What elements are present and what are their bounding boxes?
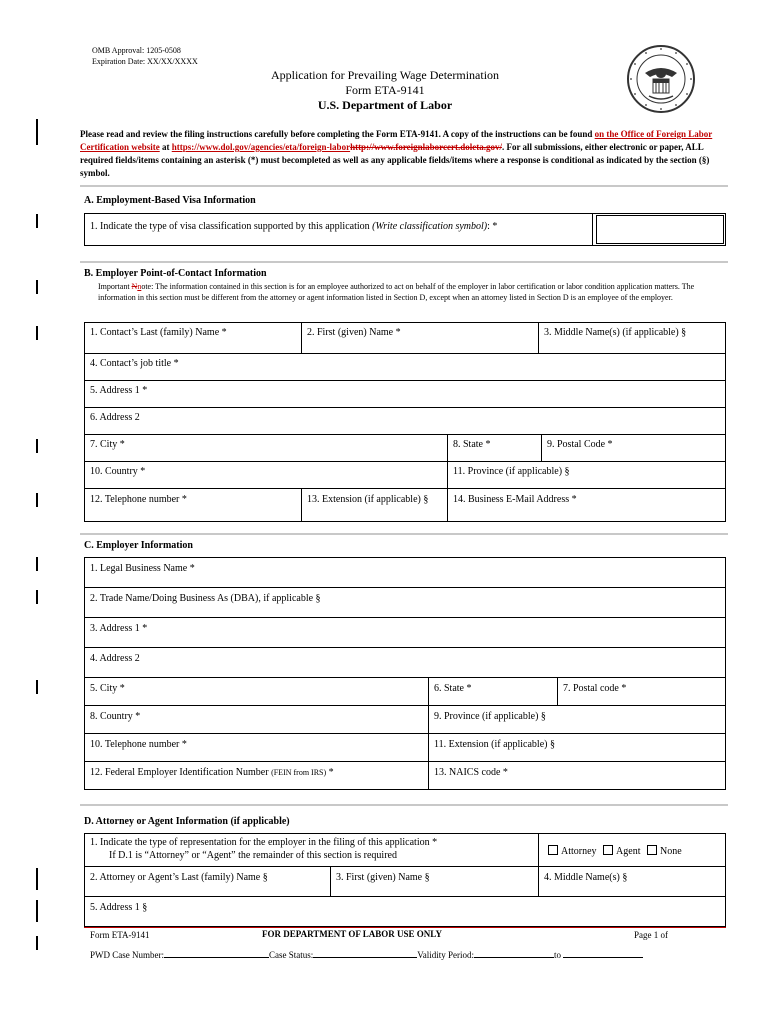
dol-seal-icon xyxy=(626,44,696,114)
section-b-note: Important Nnote: The information contained in this section is for an employee authorized to act on behalf of the employer in labor certification or labor condition application matters. The information in this section must be different from the attorney or agent information listed in Section D, except when an attorney listed in Section D is an employee of the employer. xyxy=(98,282,695,302)
employer-address1-field[interactable]: 3. Address 1 * xyxy=(90,623,148,634)
revision-bar xyxy=(36,680,38,694)
grid-line xyxy=(84,617,726,618)
contact-province-field[interactable]: 11. Province (if applicable) § xyxy=(453,466,570,477)
legal-business-name-field[interactable]: 1. Legal Business Name * xyxy=(90,563,195,574)
validity-end-blank[interactable] xyxy=(563,957,643,958)
grid-line xyxy=(84,380,726,381)
employer-province-field[interactable]: 9. Province (if applicable) § xyxy=(434,711,546,722)
dol-use-only-heading: FOR DEPARTMENT OF LABOR USE ONLY xyxy=(262,929,442,939)
revision-bar xyxy=(36,590,38,604)
department-name: U.S. Department of Labor xyxy=(317,98,453,112)
grid-line xyxy=(84,407,726,408)
employer-telephone-field[interactable]: 10. Telephone number * xyxy=(90,739,187,750)
grid-line xyxy=(84,488,726,489)
revision-bar xyxy=(36,557,38,571)
contact-middle-name-field[interactable]: 3. Middle Name(s) (if applicable) § xyxy=(544,327,687,338)
grid-line xyxy=(84,461,726,462)
employer-state-field[interactable]: 6. State * xyxy=(434,683,472,694)
agent-checkbox[interactable]: Agent xyxy=(603,846,640,857)
employer-postal-code-field[interactable]: 7. Postal code * xyxy=(563,683,627,694)
case-number-blank[interactable] xyxy=(164,957,269,958)
ofc-link[interactable]: on the Office of Foreign Labor Certification website xyxy=(80,129,713,152)
revision-bar xyxy=(36,493,38,507)
section-d-title: D. Attorney or Agent Information (if applicable) xyxy=(84,816,290,827)
representation-options xyxy=(548,845,682,857)
contact-country-field[interactable]: 10. Country * xyxy=(90,466,146,477)
contact-first-name-field[interactable]: 2. First (given) Name * xyxy=(307,327,401,338)
none-checkbox[interactable]: None xyxy=(647,846,682,857)
grid-line xyxy=(84,587,726,588)
grid-line xyxy=(84,705,726,706)
revision-bar xyxy=(36,439,38,453)
employer-country-field[interactable]: 8. Country * xyxy=(90,711,141,722)
contact-address1-field[interactable]: 5. Address 1 * xyxy=(90,385,148,396)
contact-postal-code-field[interactable]: 9. Postal Code * xyxy=(547,439,613,450)
section-divider xyxy=(80,533,728,535)
dol-url-link[interactable]: https://www.dol.gov/agencies/eta/foreign-labor xyxy=(171,142,351,152)
revision-bar xyxy=(36,214,38,228)
contact-job-title-field[interactable]: 4. Contact’s job title * xyxy=(90,358,179,369)
section-divider xyxy=(80,185,728,187)
section-c-title: C. Employer Information xyxy=(84,540,193,551)
case-status-blank[interactable] xyxy=(313,957,417,958)
dol-use-fields: PWD Case Number: Case Status: Validity Period: to xyxy=(90,950,643,960)
footer-form-number: Form ETA-9141 xyxy=(90,930,150,940)
section-b-title: B. Employer Point-of-Contact Information xyxy=(84,268,267,279)
agent-address1-field[interactable]: 5. Address 1 § xyxy=(90,902,148,913)
contact-address2-field[interactable]: 6. Address 2 xyxy=(90,412,140,423)
intro-paragraph: Please read and review the filing instructions carefully before completing the Form ETA-9141. A copy of the instructions can be found on the Office of Foreign Labor Certification website at https://www.dol.gov/agencies/eta/foreign-laborhttp://www.foreignlaborcert.doleta.gov/. For all submissions, either electronic or paper, ALL required fields/items containing an asterisk (*) must becompleted as well as any applicable fields/items where a response is conditional as indicated by the section (§) symbol. xyxy=(80,129,713,178)
revision-bar xyxy=(36,936,38,950)
form-title: Application for Prevailing Wage Determination xyxy=(270,68,500,82)
attorney-checkbox[interactable]: Attorney xyxy=(548,846,597,857)
page-number: Page 1 of xyxy=(634,930,668,940)
contact-extension-field[interactable]: 13. Extension (if applicable) § xyxy=(307,494,429,505)
contact-city-field[interactable]: 7. City * xyxy=(90,439,125,450)
section-a-title: A. Employment-Based Visa Information xyxy=(84,195,256,206)
grid-line xyxy=(592,213,593,246)
grid-line xyxy=(84,677,726,678)
grid-line xyxy=(84,353,726,354)
agent-first-name-field[interactable]: 3. First (given) Name § xyxy=(336,872,430,883)
revision-bar xyxy=(36,280,38,294)
expiration-date: Expiration Date: XX/XX/XXXX xyxy=(92,57,198,66)
contact-email-field[interactable]: 14. Business E-Mail Address * xyxy=(453,494,577,505)
agent-middle-name-field[interactable]: 4. Middle Name(s) § xyxy=(544,872,628,883)
grid-line xyxy=(84,896,726,897)
contact-state-field[interactable]: 8. State * xyxy=(453,439,491,450)
form-number: Form ETA-9141 xyxy=(345,83,425,97)
employer-city-field[interactable]: 5. City * xyxy=(90,683,125,694)
grid-line xyxy=(84,647,726,648)
employer-address2-field[interactable]: 4. Address 2 xyxy=(90,653,140,664)
fein-field[interactable]: 12. Federal Employer Identification Number (FEIN from IRS) * xyxy=(90,767,334,778)
employer-extension-field[interactable]: 11. Extension (if applicable) § xyxy=(434,739,555,750)
naics-code-field[interactable]: 13. NAICS code * xyxy=(434,767,508,778)
revision-bar xyxy=(36,868,38,890)
revision-bar xyxy=(36,326,38,340)
validity-start-blank[interactable] xyxy=(474,957,554,958)
grid-line xyxy=(84,761,726,762)
contact-telephone-field[interactable]: 12. Telephone number * xyxy=(90,494,187,505)
revision-bar xyxy=(36,119,38,145)
agent-last-name-field[interactable]: 2. Attorney or Agent’s Last (family) Name § xyxy=(90,872,268,883)
grid-line xyxy=(538,833,539,896)
grid-line xyxy=(84,733,726,734)
footer-rule xyxy=(84,927,726,928)
grid-line xyxy=(84,866,726,867)
grid-line xyxy=(84,434,726,435)
contact-last-name-field[interactable]: 1. Contact’s Last (family) Name * xyxy=(90,327,227,338)
omb-approval: OMB Approval: 1205-0508 xyxy=(92,46,181,55)
revision-bar xyxy=(36,900,38,922)
visa-classification-input[interactable] xyxy=(596,215,724,244)
representation-type-label: 1. Indicate the type of representation for the employer in the filing of this application * If D.1 is “Attorney” or “Agent” the remainder of this section is required xyxy=(90,837,438,861)
section-divider xyxy=(80,261,728,263)
trade-name-field[interactable]: 2. Trade Name/Doing Business As (DBA), if applicable § xyxy=(90,593,321,604)
section-divider xyxy=(80,804,728,806)
visa-classification-label: 1. Indicate the type of visa classification supported by this application (Write classification symbol): * xyxy=(90,221,498,232)
old-url: http://www.foreignlaborcert.doleta.gov/ xyxy=(350,142,502,152)
